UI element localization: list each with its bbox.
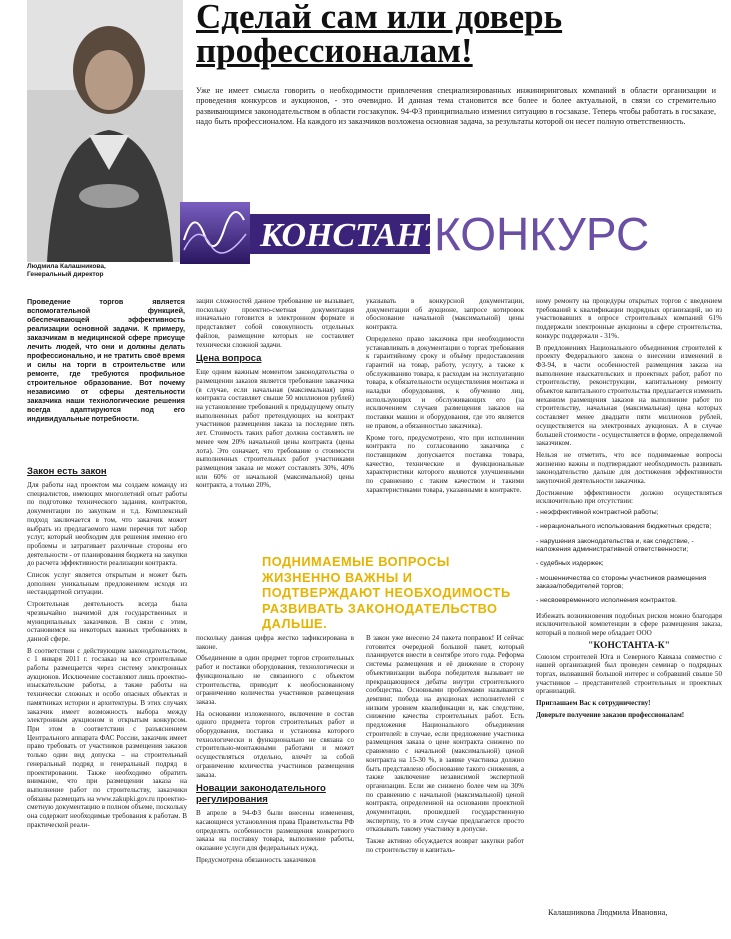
logo-graphic (180, 200, 731, 266)
col4-paragraph-6: Союзом строителей Юга и Северного Кавказа совместно с нашей организацией был проведен семинар о подрядных торгах, вызвавший большой интерес и собравший свыше 50 участников – представителей строительных и проектных организаций. (536, 652, 722, 696)
column-4 (536, 297, 722, 723)
col4-paragraph-3: Нельзя не отметить, что все поднимаемые вопросы жизненно важны и подтверждают необходимость развивать законодательство дальше для достижения эффективности закупочной деятельности заказчика. (536, 450, 722, 486)
column-2-bottom (196, 634, 354, 867)
konstanta-konkurs-logo (180, 200, 731, 266)
col2b-paragraph-2: Объединение в один предмет торгов строительных работ и поставки оборудования, технологически и функционально не связанного с объектом строительства, приводит к необоснованному ограничению количества участников размещения заказа. (196, 654, 354, 706)
col2b-paragraph-5: Предусмотрена обязанность заказчиков (196, 855, 316, 864)
col2b-paragraph-4: В апреле в 94-ФЗ были внесены изменения, касающиеся установления права Правительства РФ определять особенности размещения конкретного заказа на поставку товара, выполнение работы, оказание услуги для федеральных нужд. (196, 809, 354, 853)
col3-paragraph-3: Кроме того, предусмотрено, что при исполнении контракта по согласованию заказчика с поставщиком допускается поставка товара, качество, технические и функциональные характеристики которого являются улучшенными по сравнению с таким качеством и такими характеристиками товара, указанными в контракте. (366, 433, 524, 494)
col1-paragraph-3: Строительная деятельность всегда была чрезвычайно значимой для государственных и муниципальных заказчиков. В связи с этим, остановимся на некоторых важных требованиях в данной сфере. (27, 600, 187, 643)
list-item: - неэффективной контрактной работы; (536, 509, 659, 517)
photo-caption (27, 263, 187, 279)
col3-paragraph-1: указывать в конкурсной документации, документации об аукционе, запросе котировок обоснование начальной (максимальной) цены контракта. (366, 297, 524, 332)
trust-text: Доверьте получение заказов профессионалам! (536, 710, 685, 719)
director-photo (27, 0, 183, 262)
col1-paragraph-1: Для работы над проектом мы создаем команду из специалистов, имеющих многолетний опыт работы по подготовке технического задания, контрактов, документации по закупкам и т.д. Комплексный подход заключается в том, что заказчик может выбрать из предлагаемого нами перечня тот набор услуг, который необходим для решения именно его проблемы и затрагивает различные стороны его деятельности - от планирования бюджета на закупки до расчета эффективности реализации контракта. (27, 481, 187, 568)
section-heading-novations: Новации законодательного регулирования (196, 783, 326, 806)
list-item: - нарушения законодательства и, как следствие, - наложения административной ответственности; (536, 537, 694, 554)
caption-role: Генеральный директор (27, 271, 104, 278)
logo-italic-text: КОНСТАНТА (260, 217, 465, 254)
section-heading-law: Закон есть закон (27, 466, 107, 477)
logo-plain-text: КОНКУРС (434, 208, 650, 260)
lead-paragraph: Проведение торгов является вспомогательной функцией, обеспечивающей эффективность реализации основной задачи. К примеру, заказчикам в медицинской сфере присуще лечить людей, что они и должны делать профессионально, и не тратить своё время и силы на торги в строительстве или ремонте, где требуются профильное строительное образование. Вот почему независимо от сферы деятельности заказчика наши технологические решения всегда адаптируются под его индивидуальные потребности. (27, 297, 185, 423)
col4-paragraph-1: ному ремонту на процедуры открытых торгов с введением требований к квалификации подрядных организаций, но из участвовавших в опросе строительных компаний 61% поддержали электронные аукционы в сфере строительства, конкурс поддержали - 31%. (536, 297, 722, 340)
list-item: - несвоевременного исполнения контрактов. (536, 597, 677, 605)
col1-paragraph-2: Список услуг является открытым и может быть дополнен уникальным предложением исходя из нестандартной ситуации. (27, 571, 187, 597)
signature: Калашникова Людмила Ивановна, (548, 908, 668, 917)
col2b-paragraph-1: поскольку данная цифра жестко зафиксирована в законе. (196, 634, 354, 651)
column-2-top (196, 297, 354, 493)
col4-paragraph-5: Избежать возникновения подобных рисков можно благодаря исключительной компетенции в сфере размещения заказа, который в полной мере обладает ООО (536, 611, 722, 637)
col2b-paragraph-3: На основании изложенного, включение в состав одного предмета торгов строительных работ и оборудования, поставка и установка которого технологически и функционально не связана со строительно-монтажными работами и может осуществляться отдельно, влечёт за собой ограничение количества участников размещения заказа. (196, 709, 354, 779)
portrait-illustration (27, 0, 183, 262)
article-title: Сделай сам или доверь профессионалам! (196, 0, 563, 70)
col3b-paragraph-2: Также активно обсуждается возврат закупки работ по строительству и капиталь- (366, 837, 524, 854)
company-name: "КОНСТАНТА-К" (588, 640, 670, 651)
col1-paragraph-4: В соответствии с действующим законодательством, с 1 января 2011 г. госзаказ на все строительные работы размещается через систему электронных аукционов. Исключение составляют лишь проектно-изыскательские работы, а также работы на технически сложных и особо опасных объектах и памятниках истории и архитектуры. В этих случаях заказчик имеет возможность выбора между электронным аукционом и открытым конкурсом. При этом в соответствии с разъяснением Центрального аппарата ФАС России, заказчик имеет право требовать от участников размещения заказов только один вид допуска – на строительный генеральный подряд и генеральный подряд в проектировании. Также необходимо обратить внимание, что при размещении заказа на выполнение работ по строительству, заказчики обязаны размещать на www.zakupki.gov.ru проектно-сметную документацию в полном объеме, поскольку она содержит необходимые требования к работам. В практической реали- (27, 646, 187, 829)
invitation-text: Приглашаем Вас к сотрудничеству! (536, 699, 651, 708)
caption-name: Людмила Калашникова, (27, 263, 106, 270)
article-intro: Уже не имеет смысла говорить о необходимости привлечения специализированных инжиниринговых компаний в области организации и проведения конкурсов и аукционов, - это очевидно. И данная тема становится все более и более актуальной, в связи со стремительно развивающимся законодательством в области госзакупок. 94-ФЗ принципиально изменил ситуацию в госзаказе. Теперь чтобы работать в госзаказе, надо быть профессионалом. На каждого из заказчиков возложена основная задача, за результаты которой он несет полную ответственность. (196, 86, 716, 126)
list-item: - нерационального использования бюджетных средств; (536, 523, 712, 531)
list-item: - мошенничества со стороны участников размещения заказа/победителей торгов; (536, 574, 707, 590)
col4-paragraph-4: Достижение эффективности должно осуществляться исключительно при отсутствии: (536, 488, 722, 506)
section-heading-price: Цена вопроса (196, 353, 262, 365)
highlight-quote: ПОДНИМАЕМЫЕ ВОПРОСЫ ЖИЗНЕННО ВАЖНЫ И ПОДТВЕРЖДАЮТ НЕОБХОДИМОСТЬ РАЗВИВАТЬ ЗАКОНОДАТЕЛЬСТВО ДАЛЬШЕ. (262, 554, 511, 631)
column-1 (27, 462, 187, 832)
col2-paragraph-1: зации сложностей данное требование не вызывает, поскольку проектно-сметная документация изначально готовится в электронном формате и представляет собой совокупность отдельных файлов, размещение которых не составляет технически сложной задачи. (196, 297, 354, 349)
column-3-top (366, 297, 524, 497)
column-3-bottom (366, 634, 524, 858)
efficiency-list (536, 509, 722, 605)
col3b-paragraph-1: В закон уже внесено 24 пакета поправок! И сейчас готовится очередной большой пакет, который планируется внести в сентябре этого года. Реформа системы размещения и её движение в сторону объективизации выбора победителя вызывает не прекращающиеся дебаты внутри строительного сообщества. Основными проблемами называются демпинг, победа на аукционах исполнителей с низким уровнем квалификации и, как следствие, снижение качества строительных работ. Есть предложения Национального объединения строителей: в случае, если предложение участника размещения заказа о цене контракта снижено по сравнению с начальной (максимальной) ценой контракта на 15-30 %, в заявке участника должно быть представлено обоснование такого снижения, а также заключение независимой экспертной организации. Если же снижено более чем на 30% по сравнению с начальной (максимальной) ценой контракта, определенной на основании проектной документации, прошедшей государственную экспертизу, то в этом случае предлагается просто отказывать такому участнику в допуске. (366, 634, 524, 834)
col4-paragraph-2: В предложениях Национального объединения строителей к проекту Федерального закона о внесении изменений в ФЗ-94, в части особенностей размещения заказа на выполнение изыскательских и проектных работ, работ по строительству, реконструкции, капитальному ремонту объектов капитального строительства предлагается изменить механизм размещения заказов на выполнение работ по строительству, начальная (максимальная) цена которых составляет менее двадцати пяти миллионов рублей, осуществляется на электронных аукционах. А в случае большей стоимости - осуществляется в форме, определяемой заказчиком. (536, 343, 722, 448)
list-item: - судебных издержек; (536, 560, 604, 568)
col3-paragraph-2: Определено право заказчика при необходимости устанавливать в документации о торгах требования к гарантийному сроку и объёму предоставления гарантий на товар, работу, услугу, а также к обслуживанию товара, к расходам на эксплуатацию товара, к обязательности осуществления монтажа и наладки оборудования, к обучению лиц, использующих и обслуживающих его (за исключением случаев размещения заказов на поставки машин и оборудования, где это является не правом, а обязанностью заказчика). (366, 334, 524, 430)
col2-paragraph-2: Еще одним важным моментом законодательства о размещении заказов является требование заказчика (в случае, если начальная (максимальная) цена контракта составляет свыше 50 миллионов рублей) на установление требований к предыдущему опыту выполненных работ претендующих на контракт участников размещения заказа за последние пять лет. Стоимость таких работ должна составлять не менее чем 20% начальной цены контракта (цены лота). Это означает, что требование о стоимости выполненных строительных работ участниками размещения заказа не может составлять 30%, 40% или 60% от начальной (максимальной) цены контракта, а только 20%, (196, 368, 354, 490)
